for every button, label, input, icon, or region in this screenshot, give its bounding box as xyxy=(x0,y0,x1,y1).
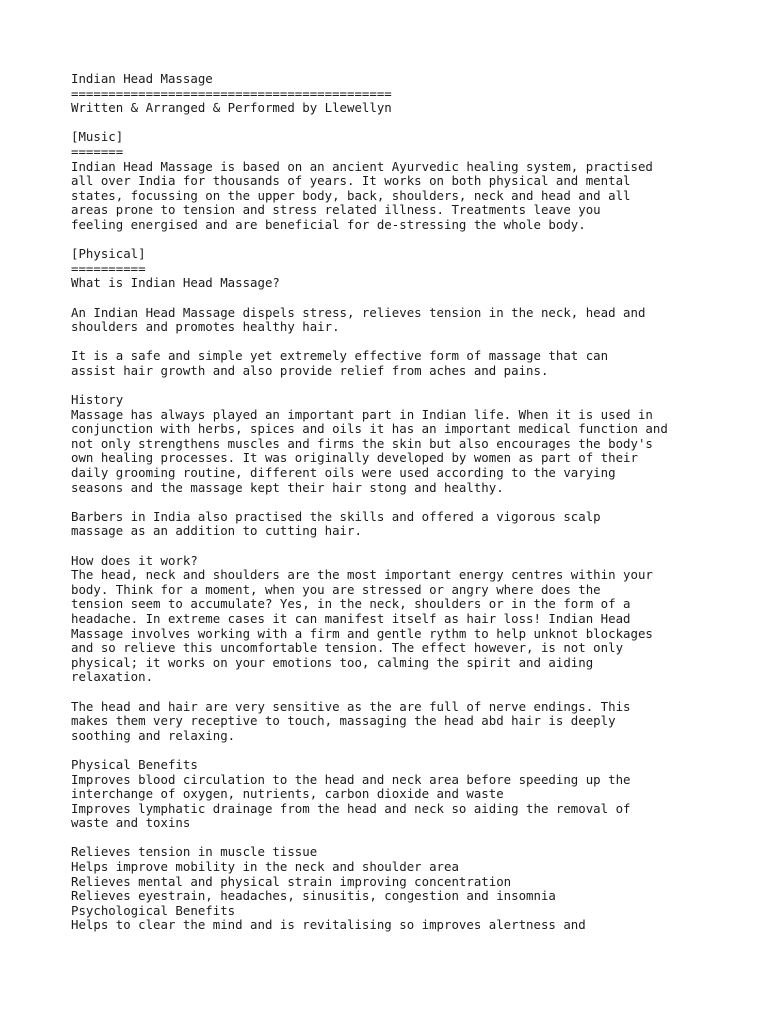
document-page xyxy=(71,72,751,933)
text-line: feeling energised and are beneficial for de-stressing the whole body. xyxy=(71,216,586,232)
text-line: Relieves eyestrain, headaches, sinusitis, congestion and insomnia xyxy=(71,888,556,904)
text-line: all over India for thousands of years. It works on both physical and mental xyxy=(71,173,631,189)
blank-line xyxy=(71,831,751,846)
text-line: shoulders and promotes healthy hair. xyxy=(71,319,340,335)
text-line: Improves blood circulation to the head and neck area before speeding up the xyxy=(71,771,631,787)
text-line: Massage involves working with a firm and gentle rythm to help unknot blockages xyxy=(71,625,653,641)
blank-line xyxy=(71,495,751,510)
text-line: How does it work? xyxy=(71,552,198,568)
text-line: Barbers in India also practised the skills and offered a vigorous scalp xyxy=(71,508,601,524)
text-line: The head and hair are very sensitive as the are full of nerve endings. This xyxy=(71,698,631,714)
text-line: Written & Arranged & Performed by Llewellyn xyxy=(71,100,392,116)
text-line: Improves lymphatic drainage from the head and neck so aiding the removal of xyxy=(71,800,631,816)
text-line: Indian Head Massage is based on an ancient Ayurvedic healing system, practised xyxy=(71,158,653,174)
text-line: =========================================== xyxy=(71,85,392,101)
text-line: Indian Head Massage xyxy=(71,71,213,86)
text-line: own healing processes. It was originally developed by women as part of their xyxy=(71,450,638,466)
text-line: Helps improve mobility in the neck and shoulder area xyxy=(71,859,459,875)
text-line: ========== xyxy=(71,260,146,276)
blank-line xyxy=(71,233,751,248)
blank-line xyxy=(71,743,751,758)
text-line: not only strengthens muscles and firms the skin but also encourages the body's xyxy=(71,435,653,451)
text-line: interchange of oxygen, nutrients, carbon dioxide and waste xyxy=(71,786,504,802)
blank-line xyxy=(71,378,751,393)
text-line: Massage has always played an important part in Indian life. When it is used in xyxy=(71,406,653,422)
text-line: Relieves tension in muscle tissue xyxy=(71,844,318,860)
blank-line xyxy=(71,335,751,350)
text-line: massage as an addition to cutting hair. xyxy=(71,523,362,539)
text-line: Relieves mental and physical strain improving concentration xyxy=(71,873,512,889)
text-line: Psychological Benefits xyxy=(71,902,236,918)
blank-line xyxy=(71,291,751,306)
text-line: headache. In extreme cases it can manifest itself as hair loss! Indian Head xyxy=(71,610,631,626)
text-line: It is a safe and simple yet extremely effective form of massage that can xyxy=(71,348,609,364)
text-line: soothing and relaxing. xyxy=(71,727,236,743)
text-line: What is Indian Head Massage? xyxy=(71,275,280,291)
text-line: The head, neck and shoulders are the most important energy centres within your xyxy=(71,567,653,583)
blank-line xyxy=(71,539,751,554)
text-line: states, focussing on the upper body, back, shoulders, neck and head and all xyxy=(71,187,631,203)
text-line: body. Think for a moment, when you are stressed or angry where does the xyxy=(71,581,601,597)
blank-line xyxy=(71,685,751,700)
text-line: waste and toxins xyxy=(71,815,191,831)
text-line: ======= xyxy=(71,143,124,159)
text-line: daily grooming routine, different oils were used according to the varying xyxy=(71,465,616,481)
text-line: [Music] xyxy=(71,129,124,145)
blank-line xyxy=(71,116,751,131)
text-line: physical; it works on your emotions too, calming the spirit and aiding xyxy=(71,654,594,670)
text-line: areas prone to tension and stress related illness. Treatments leave you xyxy=(71,202,601,218)
text-line: conjunction with herbs, spices and oils it has an important medical function and xyxy=(71,421,668,437)
text-line: tension seem to accumulate? Yes, in the neck, shoulders or in the form of a xyxy=(71,596,631,612)
text-line: Physical Benefits xyxy=(71,756,198,772)
text-line: assist hair growth and also provide relief from aches and pains. xyxy=(71,362,549,378)
text-line: An Indian Head Massage dispels stress, relieves tension in the neck, head and xyxy=(71,304,646,320)
text-line: seasons and the massage kept their hair stong and healthy. xyxy=(71,479,504,495)
text-line: History xyxy=(71,392,124,408)
text-line: relaxation. xyxy=(71,669,154,685)
text-line: makes them very receptive to touch, massaging the head abd hair is deeply xyxy=(71,713,616,729)
text-line: [Physical] xyxy=(71,246,146,262)
text-line: and so relieve this uncomfortable tension. The effect however, is not only xyxy=(71,640,624,656)
text-line: Helps to clear the mind and is revitalising so improves alertness and xyxy=(71,917,586,933)
